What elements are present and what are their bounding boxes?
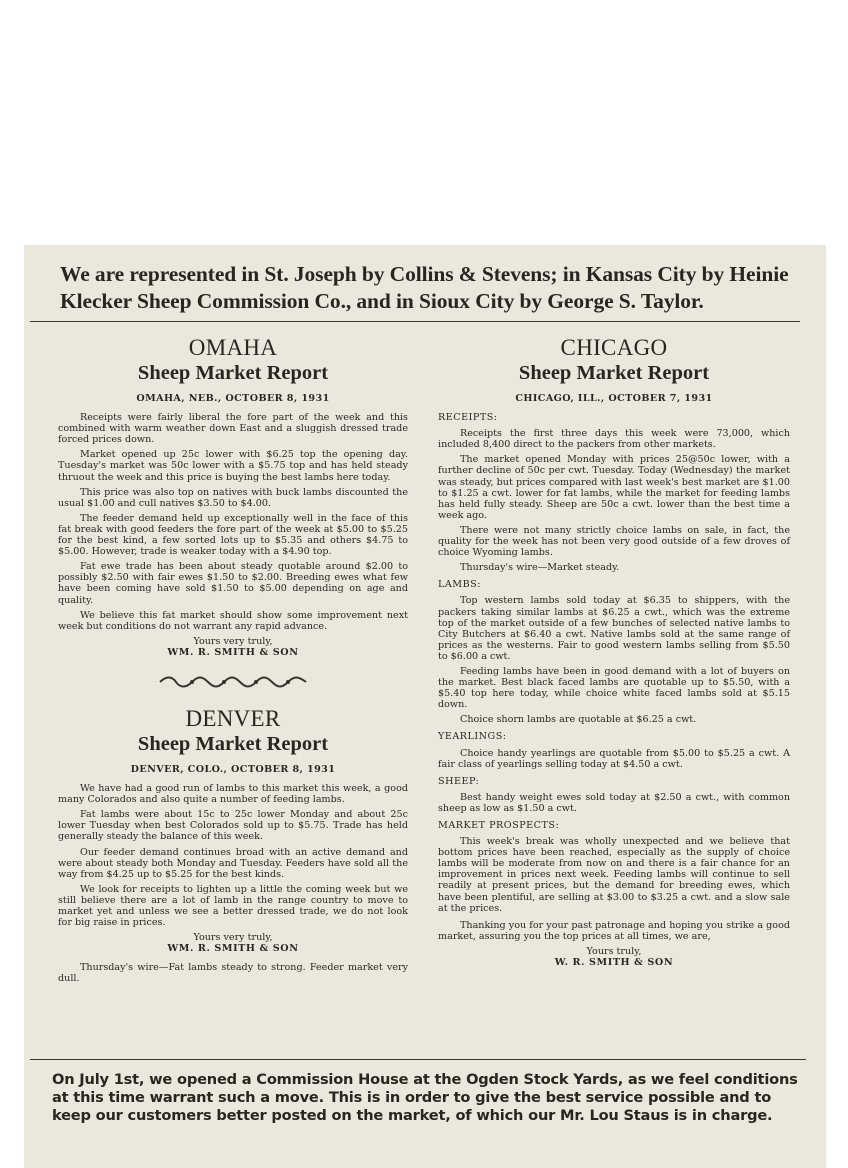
- lambs-paragraph: Top western lambs sold today at $6.35 to shippers, with the packers taking similar lambs at $6.25 a cwt., which was the extreme top of the market outside of a few bunches of selected native lambs to City Butchers at $6.40 a cwt. Native lambs sold at the same range of prices as the westerns. Fair to good western lambs selling from $5.50 to $6.00 a cwt.: [438, 595, 790, 662]
- chicago-subtitle: Sheep Market Report: [518, 362, 710, 384]
- receipts-paragraph: Receipts the first three days this week were 73,000, which included 8,400 direct to the packers from other markets.: [438, 428, 790, 451]
- denver-paragraph: Fat lambs were about 15c to 25c lower Monday and about 25c lower Tuesday when best Colorados sold up to $5.75. Trade has held generally steady the balance of this week.: [58, 809, 408, 843]
- receipts-paragraph: Thursday's wire—Market steady.: [460, 562, 620, 574]
- omaha-dateline: OMAHA, NEB., OCTOBER 8, 1931: [136, 393, 330, 404]
- lambs-label: LAMBS:: [438, 579, 481, 591]
- denver-paragraph: Our feeder demand continues broad with an active demand and were about steady both Monday and Tuesday. Feeders have sold all the way from $4.25 up to $5.25 for the best kinds.: [58, 846, 408, 880]
- bottom-rule: [30, 1059, 806, 1060]
- denver-signature: WM. R. SMITH & SON: [167, 943, 299, 955]
- chicago-signature: W. R. SMITH & SON: [554, 957, 674, 969]
- omaha-paragraph: We believe this fat market should show some improvement next week but conditions do not warrant any rapid advance.: [58, 609, 408, 632]
- omaha-paragraph: Receipts were fairly liberal the fore part of the week and this combined with warm weather down East and a sluggish dressed trade forced prices down.: [58, 412, 408, 446]
- omaha-signature: WM. R. SMITH & SON: [167, 646, 299, 658]
- sheep-paragraph: Best handy weight ewes sold today at $2.50 a cwt., with common sheep as low as $1.50 a cwt.: [438, 791, 790, 814]
- representatives-banner: We are represented in St. Joseph by Collins & Stevens; in Kansas City by Heinie Klecker Sheep Commission Co., and in Sioux City by George S. Taylor.: [60, 262, 789, 313]
- omaha-paragraph: The feeder demand held up exceptionally well in the face of this fat break with good feeders the fore part of the week at $5.00 to $5.25 for the best kind, a few sorted lots up to $5.35 and others $4.75 to $5.00. However, trade is weaker today with a $4.90 top.: [58, 512, 408, 558]
- denver-paragraph: We look for receipts to lighten up a little the coming week but we still believe there are a lot of lamb in the range country to move to market yet and unless we see a better dressed trade, we do not look for big raise in prices.: [58, 883, 408, 929]
- receipts-label: RECEIPTS:: [438, 412, 498, 424]
- lambs-paragraph: Choice shorn lambs are quotable at $6.25 a cwt.: [460, 714, 697, 726]
- denver-closing: Yours very truly,: [193, 932, 273, 944]
- chicago-dateline: CHICAGO, ILL., OCTOBER 7, 1931: [515, 393, 713, 404]
- omaha-paragraph: Fat ewe trade has been about steady quotable around $2.00 to possibly $2.50 with fair ewes $1.50 to $2.00. Breeding ewes what few have been coming have sold $1.50 to $5.00 depending on age and quality.: [58, 561, 408, 606]
- receipts-paragraph: There were not many strictly choice lambs on sale, in fact, the quality for the week has not been very good outside of a few droves of choice Wyoming lambs.: [438, 524, 790, 559]
- receipts-paragraph: The market opened Monday with prices 25@50c lower, with a further decline of 50c per cwt. Tuesday. Today (Wednesday) the market was steady, but prices compared with last week's best market are $1.00 to $1.25 a cwt. lower for fat lambs, while the market for feeding lambs has held fully steady. Sheep are 50c a cwt. lower than the best time a week ago.: [438, 454, 790, 521]
- ogden-announcement: On July 1st, we opened a Commission House at the Ogden Stock Yards, as we feel conditions at this time warrant such a move. This is in order to give the best service possible and to keep our customers better posted on the market, of which our Mr. Lou Staus is in charge.: [52, 1071, 798, 1124]
- yearlings-paragraph: Choice handy yearlings are quotable from $5.00 to $5.25 a cwt. A fair class of yearlings selling today at $4.50 a cwt.: [438, 747, 790, 770]
- omaha-paragraph: This price was also top on natives with buck lambs discounted the usual $1.00 and cull natives $3.50 to $4.00.: [58, 486, 408, 509]
- yearlings-label: YEARLINGS:: [438, 731, 507, 743]
- denver-dateline: DENVER, COLO., OCTOBER 8, 1931: [130, 763, 336, 775]
- lambs-paragraph: Feeding lambs have been in good demand with a lot of buyers on the market. Best black faced lambs are quotable up to $5.50, with a $5.40 top here today, while choice white faced lambs sold at $5.15 down.: [438, 665, 790, 711]
- chicago-heading: CHICAGO: [560, 335, 668, 360]
- left-column: [58, 335, 408, 989]
- prospects-label: MARKET PROSPECTS:: [438, 820, 560, 831]
- chicago-closing: Yours truly,: [586, 945, 642, 957]
- sheep-label: SHEEP:: [438, 775, 480, 787]
- omaha-closing: Yours very truly,: [193, 635, 273, 647]
- denver-subtitle: Sheep Market Report: [137, 732, 329, 755]
- market-report-sheet: [24, 245, 826, 1168]
- right-column: [438, 335, 790, 970]
- scroll-ornament-icon: [58, 676, 408, 688]
- prospects-paragraph: This week's break was wholly unexpected and we believe that bottom prices have been reached, especially as the supply of choice lambs will be moderate from now on and there is a fair chance for an improvement in prices next week. Feeding lambs will continue to sell readily at present prices, but the demand for breeding ewes, which have been plentiful, are selling at $3.00 to $3.25 a cwt. and a slow sale at the prices.: [438, 836, 790, 914]
- omaha-paragraph: Market opened up 25c lower with $6.25 top the opening day. Tuesday's market was 50c lower with a $5.75 top and has held steady thruout the week and this price is buying the best lambs here today.: [58, 449, 408, 483]
- denver-wire: Thursday's wire—Fat lambs steady to strong. Feeder market very dull.: [58, 962, 408, 985]
- denver-paragraph: We have had a good run of lambs to this market this week, a good many Colorados and also quite a number of feeding lambs.: [58, 783, 408, 806]
- omaha-subtitle: Sheep Market Report: [137, 362, 329, 384]
- omaha-heading: OMAHA: [188, 335, 278, 360]
- prospects-paragraph: Thanking you for your past patronage and hoping you strike a good market, assuring you the top prices at all times, we are,: [438, 919, 790, 942]
- denver-heading: DENVER: [185, 705, 281, 731]
- top-rule: [30, 321, 800, 322]
